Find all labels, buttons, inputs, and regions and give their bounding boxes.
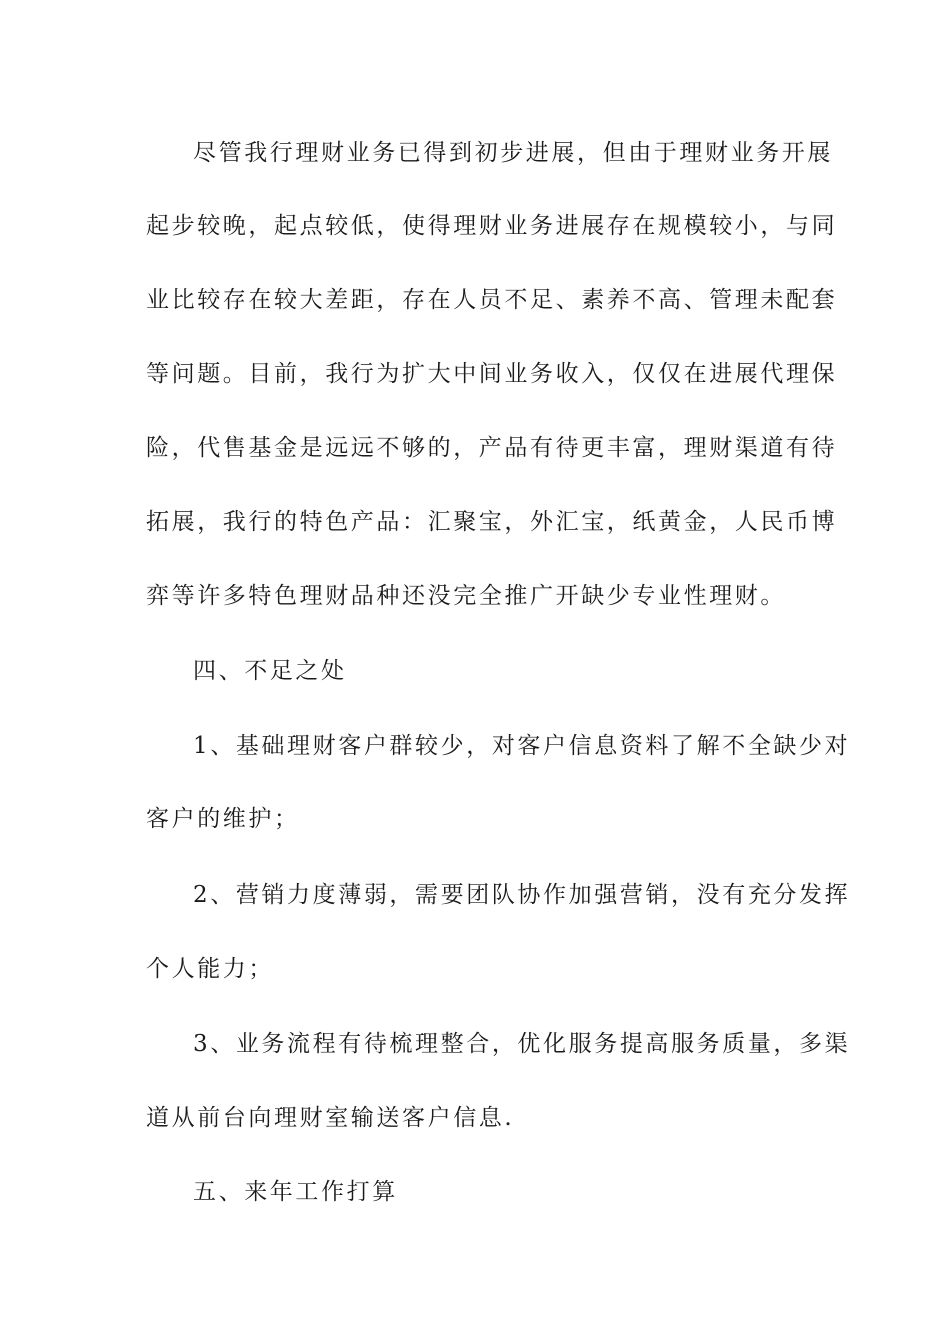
list-item-1-line-2: 客户的维护； (146, 806, 300, 832)
list-item-1-line-1: 1、基础理财客户群较少，对客户信息资料了解不全缺少对 (193, 733, 851, 759)
paragraph-line-5: 险，代售基金是远远不够的，产品有待更丰富，理财渠道有待 (146, 435, 838, 461)
paragraph-line-3: 业比较存在较大差距，存在人员不足、素养不高、管理未配套 (146, 287, 838, 313)
section-heading-5: 五、来年工作打算 (193, 1179, 398, 1205)
paragraph-line-1: 尽管我行理财业务已得到初步进展，但由于理财业务开展 (193, 140, 833, 166)
list-item-2-line-2: 个人能力； (146, 956, 274, 982)
paragraph-line-4: 等问题。目前，我行为扩大中间业务收入，仅仅在进展代理保 (146, 361, 838, 387)
list-item-3-line-1: 3、业务流程有待梳理整合，优化服务提高服务质量，多渠 (193, 1031, 851, 1057)
paragraph-line-2: 起步较晚，起点较低，使得理财业务进展存在规模较小，与同 (146, 213, 838, 239)
section-heading-4: 四、不足之处 (193, 658, 347, 684)
list-item-3-line-2: 道从前台向理财室输送客户信息. (146, 1105, 515, 1131)
paragraph-line-6: 拓展，我行的特色产品：汇聚宝，外汇宝，纸黄金，人民币博 (146, 509, 838, 535)
list-item-2-line-1: 2、营销力度薄弱，需要团队协作加强营销，没有充分发挥 (193, 882, 851, 908)
paragraph-line-7: 弈等许多特色理财品种还没完全推广开缺少专业性理财。 (146, 583, 786, 609)
